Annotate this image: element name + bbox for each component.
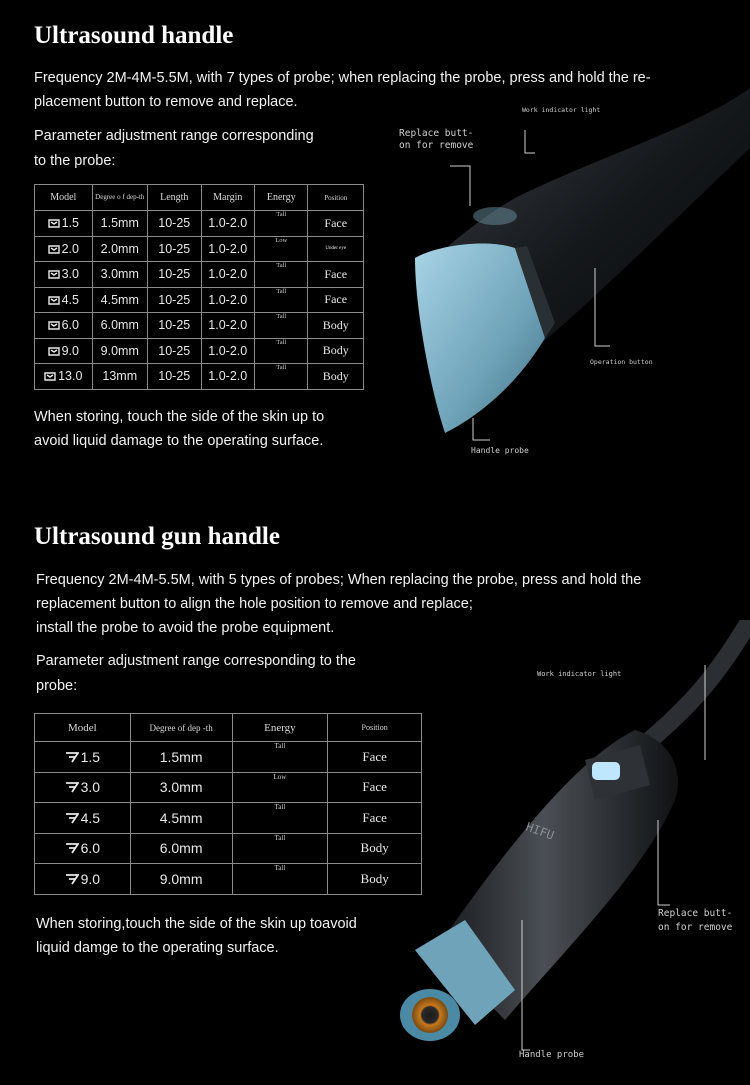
cell-depth: 3.0mm	[92, 262, 148, 288]
col-margin: Margin	[201, 185, 254, 211]
section2-title: Ultrasound gun handle	[34, 523, 280, 550]
cell-energy: Tall	[254, 364, 307, 390]
section2-spec-table	[34, 713, 422, 895]
section1-storing-line1: When storing, touch the side of the skin up to	[34, 409, 325, 425]
cell-position: Face	[328, 742, 422, 773]
model-value: 4.5	[80, 809, 101, 826]
probe-model-icon	[48, 245, 60, 254]
model-value: 6.0	[80, 840, 101, 857]
cell-model	[35, 864, 131, 895]
section1-title: Ultrasound handle	[34, 22, 234, 49]
col-energy: Energy	[232, 714, 328, 742]
cell-depth: 2.0mm	[92, 236, 148, 262]
section1-param-intro	[34, 124, 354, 174]
section1-spec-table	[34, 184, 364, 390]
cell-depth: 6.0mm	[92, 313, 148, 339]
cell-energy: Low	[254, 236, 307, 262]
section2-param-intro	[36, 649, 396, 699]
section1-callout-probe: Handle probe	[471, 446, 529, 455]
section1-callout-replace	[399, 128, 473, 152]
section2-callout-replace-line2: on for remove	[658, 922, 733, 933]
cell-energy: Tall	[254, 211, 307, 237]
cell-energy: Tall	[254, 287, 307, 313]
section2-callout-probe: Handle probe	[519, 1050, 585, 1060]
cell-position: Body	[308, 338, 364, 364]
model-value: 4.5	[61, 292, 79, 307]
cell-model	[35, 287, 93, 313]
cell-depth: 6.0mm	[130, 833, 232, 864]
col-model: Model	[35, 185, 93, 211]
col-length: Length	[148, 185, 201, 211]
cell-position: Body	[328, 833, 422, 864]
table-row	[35, 236, 364, 262]
gun-model-icon	[65, 781, 79, 793]
table-row	[35, 262, 364, 288]
table-row	[35, 864, 422, 895]
section1-storing-line2: avoid liquid damage to the operating surface.	[34, 433, 324, 449]
cell-depth: 9.0mm	[92, 338, 148, 364]
table-row	[35, 803, 422, 834]
cell-depth: 9.0mm	[130, 864, 232, 895]
section1-param-line2: to the probe:	[34, 153, 116, 169]
cell-model	[35, 772, 131, 803]
gun-model-icon	[65, 751, 79, 763]
cell-position: Body	[328, 864, 422, 895]
probe-model-icon	[48, 219, 60, 228]
model-value: 13.0	[58, 369, 83, 384]
cell-length: 10-25	[148, 313, 201, 339]
cell-model	[35, 338, 93, 364]
gun-model-icon	[65, 873, 79, 885]
table-row	[35, 313, 364, 339]
cell-length: 10-25	[148, 287, 201, 313]
cell-energy: Tall	[232, 742, 328, 773]
cell-model	[35, 262, 93, 288]
cell-energy: Tall	[254, 262, 307, 288]
section1-callout-operation: Operation button	[590, 358, 653, 366]
section1-desc-line1: Frequency 2M-4M-5.5M, with 7 types of probe; when replacing the probe, press and hold the re-	[34, 70, 651, 86]
cell-model	[35, 313, 93, 339]
cell-position: Under eye	[308, 236, 364, 262]
cell-energy: Tall	[232, 833, 328, 864]
cell-position: Face	[328, 803, 422, 834]
cell-depth: 13mm	[92, 364, 148, 390]
col-position: Position	[328, 714, 422, 742]
cell-length: 10-25	[148, 211, 201, 237]
section2-callout-replace	[658, 907, 732, 935]
model-value: 2.0	[61, 241, 79, 256]
cell-depth: 1.5mm	[130, 742, 232, 773]
cell-energy: Tall	[254, 313, 307, 339]
section2-param-line2: probe:	[36, 678, 78, 694]
table-row	[35, 742, 422, 773]
table-row	[35, 338, 364, 364]
cell-position: Face	[328, 772, 422, 803]
model-value: 1.5	[80, 748, 101, 765]
model-value: 3.0	[80, 779, 101, 796]
cell-energy: Low	[232, 772, 328, 803]
probe-model-icon	[48, 270, 60, 279]
cell-margin: 1.0-2.0	[201, 236, 254, 262]
table-row	[35, 211, 364, 237]
table-header-row	[35, 185, 364, 211]
section1-storing-note	[34, 405, 374, 453]
probe-model-icon	[44, 372, 56, 381]
section1-param-line1: Parameter adjustment range corresponding	[34, 128, 314, 144]
table-row	[35, 364, 364, 390]
col-depth: Degree of dep -th	[130, 714, 232, 742]
cell-model	[35, 236, 93, 262]
cell-length: 10-25	[148, 364, 201, 390]
col-model: Model	[35, 714, 131, 742]
cell-length: 10-25	[148, 338, 201, 364]
ultrasound-gun-handle-image	[395, 620, 750, 1085]
cell-position: Face	[308, 262, 364, 288]
cell-model	[35, 742, 131, 773]
cell-model	[35, 364, 93, 390]
cell-energy: Tall	[232, 803, 328, 834]
section2-desc-line1: Frequency 2M-4M-5.5M, with 5 types of probes; When replacing the probe, press and hold the	[36, 572, 642, 588]
cell-margin: 1.0-2.0	[201, 338, 254, 364]
section2-desc-line3: install the probe to avoid the probe equipment.	[36, 620, 335, 636]
probe-model-icon	[48, 296, 60, 305]
col-energy: Energy	[254, 185, 307, 211]
model-value: 1.5	[61, 216, 79, 231]
cell-margin: 1.0-2.0	[201, 262, 254, 288]
cell-energy: Tall	[232, 864, 328, 895]
table-row	[35, 772, 422, 803]
col-depth: Degree o f dep-th	[92, 185, 148, 211]
section1-callout-work-light: Work indicator light	[522, 106, 601, 114]
col-position: Position	[308, 185, 364, 211]
cell-margin: 1.0-2.0	[201, 287, 254, 313]
section1-desc-line2: placement button to remove and replace.	[34, 94, 298, 110]
table-row	[35, 833, 422, 864]
section2-storing-note	[36, 912, 396, 960]
cell-depth: 3.0mm	[130, 772, 232, 803]
cell-position: Face	[308, 287, 364, 313]
model-value: 9.0	[61, 343, 79, 358]
model-value: 6.0	[61, 318, 79, 333]
cell-margin: 1.0-2.0	[201, 364, 254, 390]
cell-model	[35, 803, 131, 834]
section2-storing-line2: liquid damge to the operating surface.	[36, 940, 279, 956]
section2-desc-line2: replacement button to align the hole position to remove and replace;	[36, 596, 473, 612]
cell-position: Body	[308, 313, 364, 339]
section2-param-line1: Parameter adjustment range corresponding to the	[36, 653, 356, 669]
table-header-row	[35, 714, 422, 742]
cell-model	[35, 833, 131, 864]
gun-model-icon	[65, 842, 79, 854]
section2-callout-replace-line1: Replace butt-	[658, 908, 733, 919]
model-value: 3.0	[61, 267, 79, 282]
gun-lettering: HIFU	[523, 819, 556, 843]
cell-energy: Tall	[254, 338, 307, 364]
probe-model-icon	[48, 347, 60, 356]
section2-callout-work-light: Work indicator light	[537, 670, 622, 678]
table-row	[35, 287, 364, 313]
probe-model-icon	[48, 321, 60, 330]
section2-storing-line1: When storing,touch the side of the skin up toavoid	[36, 916, 357, 932]
cell-margin: 1.0-2.0	[201, 313, 254, 339]
cell-position: Body	[308, 364, 364, 390]
cell-depth: 4.5mm	[130, 803, 232, 834]
section1-callout-replace-line2: on for remove	[399, 140, 474, 151]
cell-depth: 1.5mm	[92, 211, 148, 237]
gun-model-icon	[65, 812, 79, 824]
cell-margin: 1.0-2.0	[201, 211, 254, 237]
model-value: 9.0	[80, 870, 101, 887]
cell-length: 10-25	[148, 262, 201, 288]
cell-position: Face	[308, 211, 364, 237]
cell-depth: 4.5mm	[92, 287, 148, 313]
section1-callout-replace-line1: Replace butt-	[399, 128, 474, 139]
cell-model	[35, 211, 93, 237]
cell-length: 10-25	[148, 236, 201, 262]
